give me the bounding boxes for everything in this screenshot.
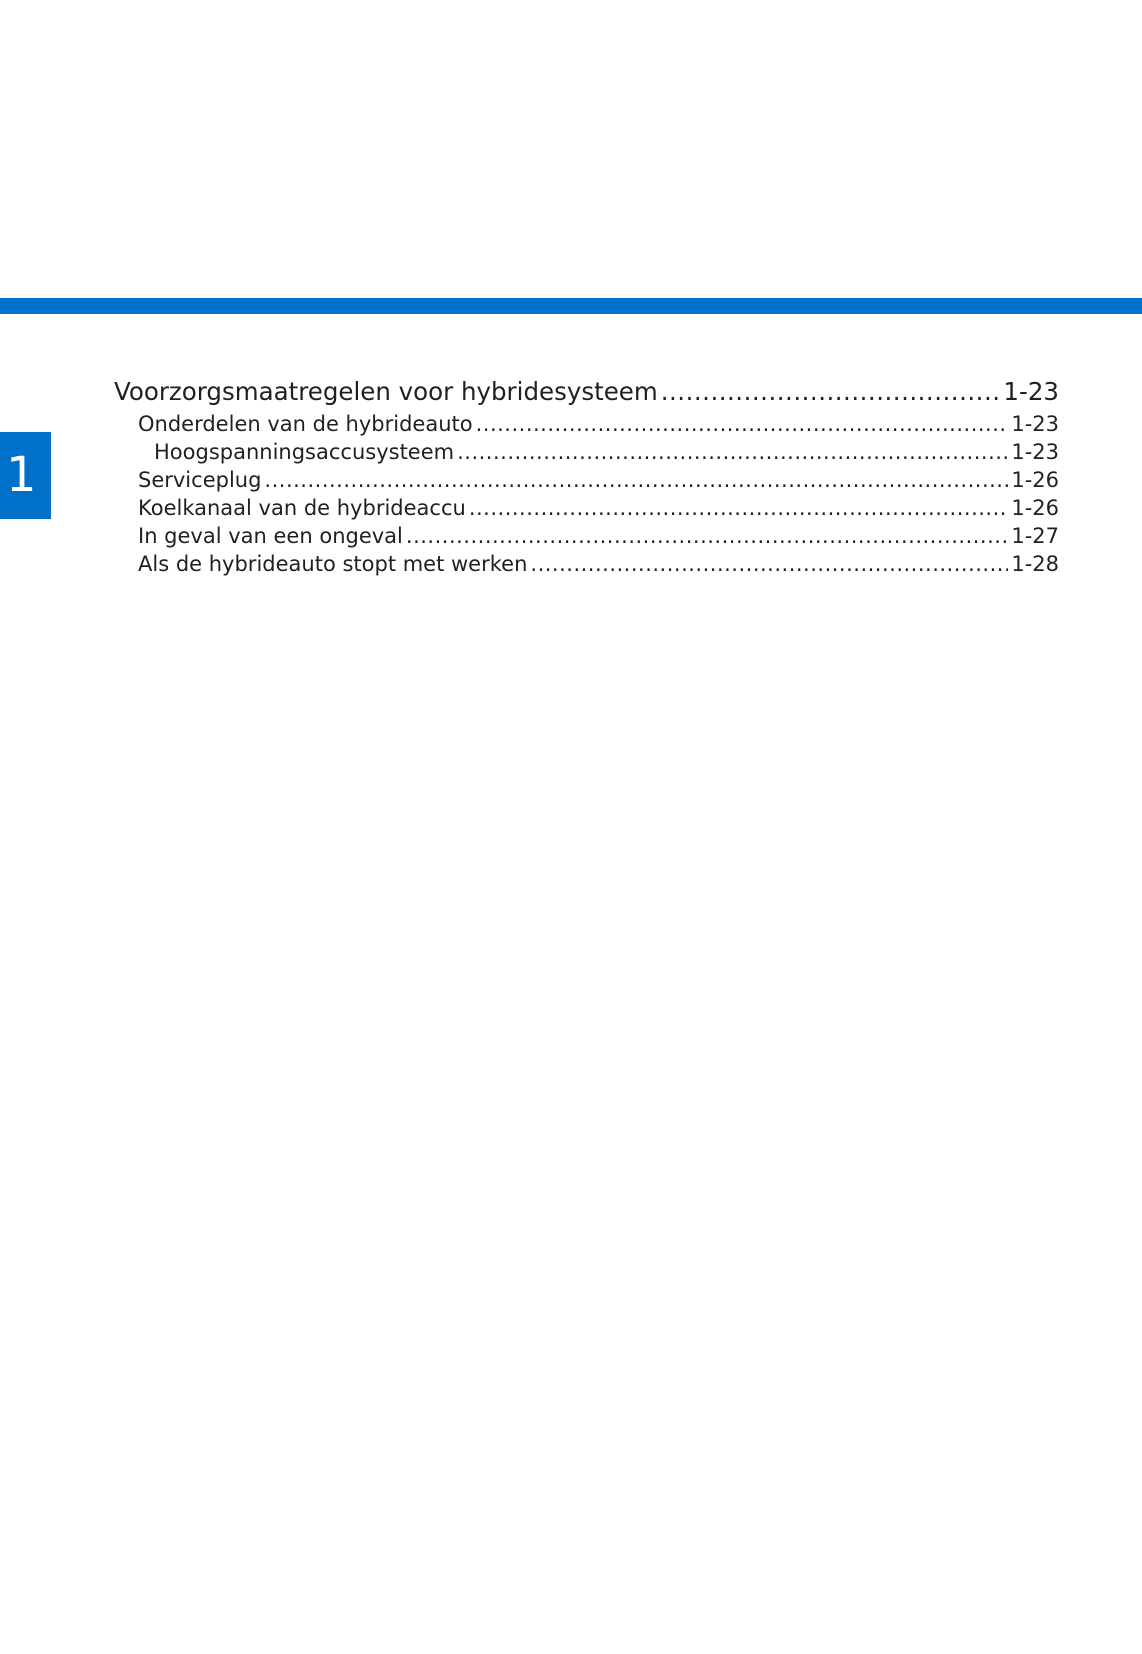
toc-dot-leader [457,438,1008,466]
toc-page-number: 1-28 [1011,552,1059,576]
toc-entry-voorzorgsmaatregelen[interactable] [114,374,1059,410]
chapter-number: 1 [6,447,37,503]
toc-page-number: 1-27 [1011,524,1059,548]
toc-dot-leader [264,466,1008,494]
toc-entry-label: Onderdelen van de hybrideauto [138,412,473,436]
toc-page-number: 1-23 [1011,440,1059,464]
chapter-tab [0,432,51,519]
toc-entry-label: Als de hybrideauto stopt met werken [138,552,528,576]
table-of-contents [114,374,1059,578]
toc-entry-ongeval[interactable] [114,522,1059,550]
toc-dot-leader [530,550,1008,578]
toc-dot-leader [661,374,1001,410]
toc-entry-hoogspanningsaccusysteem[interactable] [114,438,1059,466]
toc-entry-label: Voorzorgsmaatregelen voor hybridesysteem [114,377,658,406]
toc-dot-leader [476,410,1009,438]
toc-page-number: 1-26 [1011,496,1059,520]
toc-page-number: 1-26 [1011,468,1059,492]
toc-entry-koelkanaal[interactable] [114,494,1059,522]
toc-entry-label: In geval van een ongeval [138,524,403,548]
toc-page-number: 1-23 [1003,377,1059,406]
toc-page-number: 1-23 [1011,412,1059,436]
toc-entry-serviceplug[interactable] [114,466,1059,494]
toc-entry-label: Serviceplug [138,468,262,492]
toc-entry-label: Hoogspanningsaccusysteem [154,440,455,464]
toc-entry-onderdelen[interactable] [114,410,1059,438]
toc-dot-leader [406,522,1008,550]
toc-dot-leader [469,494,1009,522]
toc-entry-label: Koelkanaal van de hybrideaccu [138,496,466,520]
header-rule [0,298,1142,314]
toc-entry-stopt-met-werken[interactable] [114,550,1059,578]
